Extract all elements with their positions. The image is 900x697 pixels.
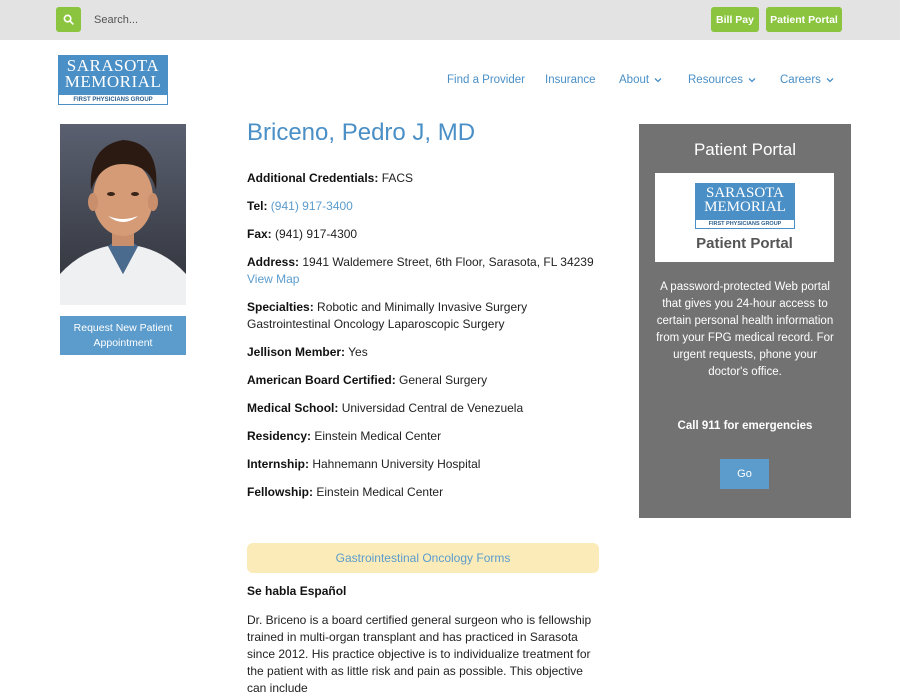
panel-title: Patient Portal	[693, 140, 797, 159]
board-row	[247, 372, 602, 389]
logo-line-1: SARASOTA	[66, 56, 160, 75]
doctor-bio: Dr. Briceno is a board certified general surgeon who is fellowship trained in multi-organ transplant and has practiced in Sarasota since 2012. His practice objective is to individualize treatment for the patient with as little risk and pain as possible. This objective can include	[247, 613, 592, 695]
nav-about[interactable]	[619, 73, 662, 87]
portal-logo-mark	[695, 183, 795, 229]
bill-pay-button[interactable]: Bill Pay	[711, 7, 759, 32]
patient-portal-panel	[639, 124, 851, 518]
doctor-photo	[60, 124, 186, 305]
jellison-row	[247, 344, 602, 361]
internship-label: Internship:	[247, 457, 309, 471]
portal-logo-line-2: MEMORIAL	[704, 199, 786, 215]
address-row	[247, 254, 602, 288]
school-value: Universidad Central de Venezuela	[341, 401, 524, 415]
oncology-forms-button[interactable]: Gastrointestinal Oncology Forms	[247, 543, 599, 573]
logo-line-2: MEMORIAL	[64, 72, 162, 91]
fax-value: (941) 917-4300	[275, 227, 358, 241]
provider-details	[247, 118, 602, 512]
page-title: Briceno, Pedro J, MD	[247, 119, 476, 146]
nav-resources[interactable]	[688, 73, 756, 87]
school-label: Medical School:	[247, 401, 339, 415]
internship-row	[247, 456, 602, 473]
nav-careers-label: Careers	[780, 74, 821, 86]
portal-logo-line-3: FIRST PHYSICIANS GROUP	[695, 220, 795, 229]
specialties-value: Robotic and Minimally Invasive Surgery Gastrointestinal Oncology Laparoscopic Surgery	[247, 300, 528, 331]
panel-description: A password-protected Web portal that gives you 24-hour access to certain personal health information from your FPG medical record. For urgent requests, phone your doctor's office.	[656, 281, 834, 378]
tel-label: Tel:	[247, 199, 268, 213]
credentials-row	[247, 170, 602, 187]
nav-about-label: About	[619, 74, 650, 86]
residency-label: Residency:	[247, 429, 312, 443]
go-button[interactable]: Go	[720, 459, 769, 489]
internship-value: Hahnemann University Hospital	[312, 457, 481, 471]
tel-link[interactable]: (941) 917-3400	[270, 199, 353, 213]
jellison-label: Jellison Member:	[247, 345, 346, 359]
chevron-down-icon	[748, 76, 756, 84]
chevron-down-icon	[826, 76, 834, 84]
spanish-note: Se habla Español	[247, 584, 347, 598]
search-input[interactable]	[86, 7, 486, 32]
site-logo[interactable]	[58, 55, 168, 105]
tel-row	[247, 198, 602, 215]
residency-value: Einstein Medical Center	[314, 429, 442, 443]
board-label: American Board Certified:	[247, 373, 396, 387]
top-bar	[0, 0, 900, 40]
emergency-note: Call 911 for emergencies	[677, 420, 813, 432]
logo-line-3: FIRST PHYSICIANS GROUP	[58, 95, 168, 105]
jellison-value: Yes	[348, 345, 368, 359]
nav-find-provider-label: Find a Provider	[447, 74, 525, 86]
fellowship-value: Einstein Medical Center	[316, 485, 444, 499]
address-label: Address:	[247, 255, 300, 269]
search-button[interactable]	[56, 7, 81, 32]
portal-logo-caption: Patient Portal	[696, 235, 793, 252]
credentials-value: FACS	[381, 171, 414, 185]
school-row	[247, 400, 602, 417]
nav-find-provider[interactable]	[447, 73, 525, 87]
nav-insurance-label: Insurance	[545, 74, 596, 86]
address-value: 1941 Waldemere Street, 6th Floor, Sarasota, FL 34239	[302, 255, 594, 269]
specialties-row	[247, 299, 602, 333]
fax-row	[247, 226, 602, 243]
credentials-label: Additional Credentials:	[247, 171, 379, 185]
nav-resources-label: Resources	[688, 74, 743, 86]
request-appointment-button[interactable]: Request New Patient Appointment	[60, 316, 186, 355]
board-value: General Surgery	[399, 373, 488, 387]
search-icon	[63, 14, 74, 25]
chevron-down-icon	[654, 76, 662, 84]
patient-portal-button[interactable]: Patient Portal	[766, 7, 842, 32]
portal-logo[interactable]	[655, 173, 834, 262]
nav-careers[interactable]	[780, 73, 834, 87]
nav-insurance[interactable]	[545, 73, 596, 87]
residency-row	[247, 428, 602, 445]
fellowship-row	[247, 484, 602, 501]
fellowship-label: Fellowship:	[247, 485, 313, 499]
specialties-label: Specialties:	[247, 300, 314, 314]
view-map-link[interactable]: View Map	[247, 272, 300, 286]
portal-logo-line-1: SARASOTA	[706, 185, 784, 201]
fax-label: Fax:	[247, 227, 272, 241]
